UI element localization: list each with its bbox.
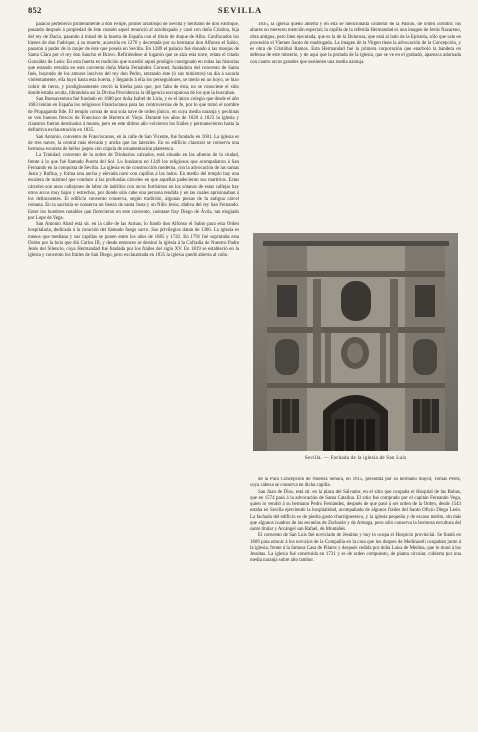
paragraph: San Juan de Dios, está sit. en la plaza del Salvador, en el sitio que ocupaba el Hospital de las Bubas, que en 1574 pasó á la advocación de Santa Catalina. El sitio fué comprado por el capitán Fernando Vega, quien lo vendió á su hermano Pedro Fernández, después de que pasó á ser orden de la Orden, desde 1543 estaba en Sevilla ejerciendo la hospitalidad, acompañado de algunos frailes del Santo Oficio Diego León. La fachada del edificio es de piedra gusto churrigueresco, y la iglesia pequeña y de escaso mérito, sin más que algunos cuadros de las escuelas de Zurbarán y de Arteaga, pero sólo conserva la hermosa escultura del santo titular y Arcángel san Rafael, de Montañés. [250, 489, 461, 532]
page-header [28, 5, 452, 19]
paragraph: San Buenaventura fué fundado en 1600 por doña Isabel de Liria, y es el único colegio que desde el año 1683 tenían en España los religiosos Franciscanos para las controversias de fe, por lo que tomó el nombre de Propaganda fide. El templo consta de una sola nave de orden jónico, en cuya media naranja y pechinas se ven buenos frescos de Francisco de Herrera el Viejo. Durante los años de 1820 á 1823 la iglesia y claustros fueron destinados á museo, pero en este último año volvieron los frailes y permanecieron hasta la definitiva exclaustración en 1835. [28, 97, 239, 134]
paragraph: de la Pura Concepción de Nuestra Señora, en 1615, presidida por su hermano mayor, Tomás Pérez, cuya cabeza se conserva en dicha capilla. [250, 477, 461, 489]
left-column [28, 22, 239, 712]
photo-caption: Sevilla. — Fachada de la iglesia de San Luis [304, 455, 407, 461]
figure [250, 233, 461, 473]
church-facade-photo [253, 233, 458, 451]
paragraph: palacio perteneció primeramente á don Felipe, primer arzobispo de Sevilla y hermano de don Fadrique, pasando después á propiedad de éste cuando aquel renunció al arzobispado y casó con doña Cristina, hija del rey de Dacia, pasando á mitad de la huerta de España con el título de duque de Alba. Confiscados los bienes de don Fadrique, á su muerte, acaecida en 1276 y decretada por su hermano don Alfonso el Sabio, pasaron á poder de la mujer de éste que poseía en Sevilla. En 1289 el palacio fué donado á las monjas de Santa Clara por el rey don Sancho el Bravo. Refiriéndose al lugarón que se alza esta torre, relata el citado González de León: En esta huerta es tradición que sucedió aquel prodigio consignado en todas las historias que estando retraída en este convento doña María Fernández Coronel, fundadora del convento de Santa Inés, huyendo de los amores lascivos del rey don Pedro, entrando éste (ó sus ministros) un día á sacarla violentamente, ella huyó hasta esta huerta, y llegando á ella los perseguidores, se metió en un hoyo, se hizo cubrir de tierra, y prodigiosamente creció la hierba para que, por falta de ésta, no se conociese el sitio donde estaba oculta, librándola así la Divina Providencia la diligencia escrupulosa de los que la buscaban. [28, 22, 239, 96]
right-column-lower [250, 477, 461, 709]
paragraph: La Trinidad, convento de la orden de Trinitarios calzados, está situado en las afueras de la ciudad, frente á lo que fué llamado Puerta del Sol. Lo fundaron en 1249 los religiosos que acompañaron á San Fernando en la conquista de Sevilla. La iglesia es de construcción moderna, con la advocación de las santas Justa y Rufina, y forma una ancha y elevada nave con capillas á los lados. En medio del templo hay una escalera de mármol que conduce á las profundas cárceles en que aquéllas padecieron sus martirios. Estas cárceles son unos callejones de labor de ladrillos con arcos fortísimos en los sótanos de estas callejas hay otros arcos muy bajos y estrechos, por donde sólo cabe una persona tendida y en las cuales aprisionaban á los delincuentes. El edificio convento conserva, según tradición, algunas piezas de la antigua cárcel romana. En la sacristía se conserva un lienzo de santa Justa y un Niño Jesús, dádiva del rey San Fernando. Entre los hombres notables que florecieron en este convento, cuéntase fray Diego de Ávila, tan elogiado por Lope de Vega. [28, 153, 239, 221]
paragraph: El convento de San Luis fué noviciado de Jesuitas y hoy lo ocupa el Hospicio provincial. Se fundó en 1609 para educar á los novicios de la Compañía en la casa que los duques de Medinaceli ocupaban junto á la iglesia, frente á la famosa Casa de Pilatos y después cedida por doña Luisa de Medina, que lo donó á los Jesuitas. La iglesia fué construida en 1731 y es de orden compuesto, de planta circular, cubierta por una media naranja sobre alto tambor. [250, 533, 461, 564]
church-facade-illustration [253, 233, 458, 451]
page-number: 852 [28, 5, 42, 15]
right-column [250, 22, 461, 712]
paragraph: 1835, la iglesia quedó abierta y en ella se mencionada colateral de la Pasión, de orden corintio; los altares no merecen mención especial; la capilla de la referida Hermandad es una imagen de Jesús Nazareno, obra antigua, pero bien ejecutada, que es la de la Dolorosa, que está al lado de la Epístola, sólo que sale en procesión el Viernes Santo de madrugada. La imagen de la Virgen tiene la advocación de la Concepción, y es obra de Cristóbal Ramos. Esta Hermandad fué la primera corporación que enarboló la bandera en defensa de este misterio, y de aquí que la portada de la iglesia, que se ve en el grabado, aparezca adornada con cuatro arcos grandes que sostienen una media naranja. [250, 22, 461, 65]
paragraph: San Antonio, convento de Franciscanos, en la calle de San Vicente, fué fundado en 1601. La iglesia es de tres naves, la central más elevada y ancha que las laterales. En su edificio claustral se conserva una hermosa escalera de bellos jaspes con cúpula de ornamentación plateresca. [28, 134, 239, 152]
running-head: SEVILLA [217, 5, 263, 15]
paragraph: San Antonio Abad está sit. en la calle de las Armas; lo fundó don Alfonso el Sabio para esta Orden hospitalaria, dedicada á la curación del llamado fuego sacro. Sus privilegios datan de 1366. La iglesia es menos que mediana y sus capillas se ponen entre los años de 1685 y 1742. En 1791 fué suprimida esta Orden por la bula que dió Carlos III, y desde entonces se destinó la iglesia á la Cofradía de Nuestro Padre Jesús del Silencio, cuya Hermandad fué fundada por los frailes del siglo XV. En 1819 se estableció en la iglesia y convento los frailes de San Diego, pero exclaustrada en 1835 la iglesia quedó abierta al culto. [28, 222, 239, 259]
right-column-upper [250, 22, 461, 230]
